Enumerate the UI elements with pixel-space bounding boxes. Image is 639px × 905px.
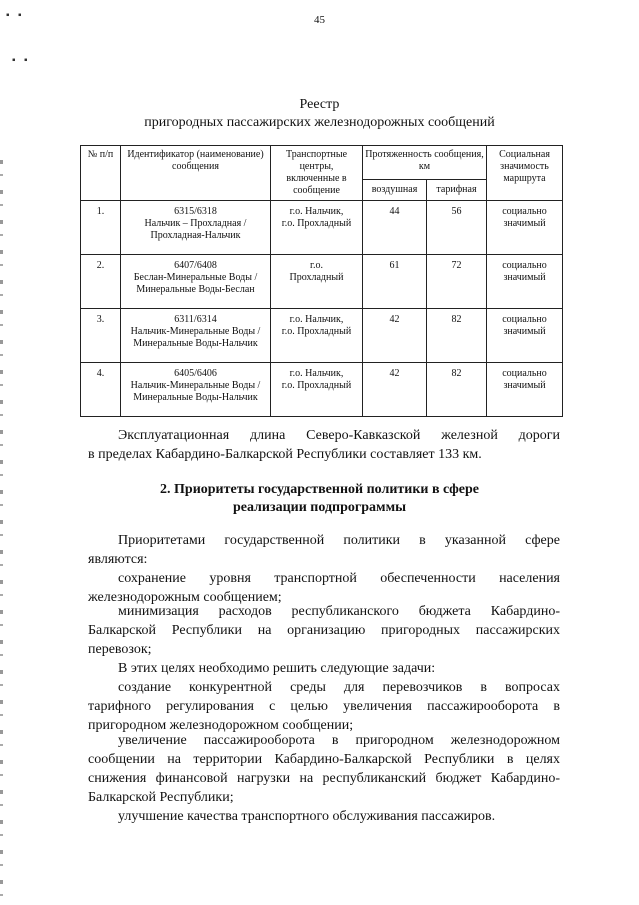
center-line: г.о. Прохладный — [281, 218, 352, 229]
social-line: значимый — [503, 380, 546, 391]
row-num: 1. — [81, 201, 121, 255]
social-line: социально — [502, 368, 547, 379]
table-row — [81, 255, 563, 309]
center-line: г.о. — [310, 260, 323, 271]
text-line: минимизация расходов республиканского бюджета Кабардино- — [118, 604, 560, 619]
row-identifier — [121, 309, 271, 363]
center-line: Прохладный — [289, 272, 344, 283]
paragraph-tasks-intro — [88, 659, 560, 678]
registry-title: Реестр — [299, 97, 340, 112]
route-code: 6315/6318 — [174, 206, 217, 217]
route-code: 6407/6408 — [174, 260, 217, 271]
header-transport-centers: Транспортные центры, включенные в сообщение — [271, 146, 363, 201]
text-line: пригородном железнодорожном сообщении; — [88, 718, 354, 733]
row-social — [487, 363, 563, 417]
social-line: социально — [502, 206, 547, 217]
row-length-air: 42 — [363, 363, 427, 417]
row-length-tariff: 82 — [427, 309, 487, 363]
text-line: сохранение уровня транспортной обеспеченности населения — [118, 571, 560, 586]
text-line: создание конкурентной среды для перевозчиков в вопросах — [118, 680, 560, 695]
paragraph-minimize-costs — [88, 602, 560, 659]
route-name-return: Минеральные Воды-Нальчик — [133, 338, 258, 349]
center-line: г.о. Прохладный — [281, 326, 352, 337]
header-length-tariff: тарифная — [427, 179, 487, 200]
row-centers — [271, 363, 363, 417]
paragraph-railway-length — [88, 426, 560, 464]
row-social — [487, 309, 563, 363]
table-row — [81, 363, 563, 417]
row-social — [487, 255, 563, 309]
paragraph-priorities — [88, 531, 560, 569]
row-centers — [271, 255, 363, 309]
center-line: г.о. Нальчик, — [289, 206, 344, 217]
text-line: Эксплуатационная длина Северо-Кавказской железной дороги — [118, 428, 560, 443]
social-line: значимый — [503, 326, 546, 337]
text-line: Приоритетами государственной политики в указанной сфере — [118, 533, 560, 548]
scan-mark-top: ▪ ▪ — [6, 10, 25, 21]
row-length-tariff: 82 — [427, 363, 487, 417]
row-social — [487, 201, 563, 255]
row-centers — [271, 309, 363, 363]
section-heading: 2. Приоритеты государственной политики в сфере — [160, 482, 479, 497]
social-line: значимый — [503, 272, 546, 283]
page-number: 45 — [314, 14, 325, 26]
header-num: № п/п — [81, 146, 121, 201]
row-num: 3. — [81, 309, 121, 363]
paragraph-competitive-environment — [88, 678, 560, 735]
route-name-return: Прохладная-Нальчик — [150, 230, 241, 241]
table-row — [81, 309, 563, 363]
text-line: тарифного регулирования с целью увеличения пассажирооборота в — [88, 699, 560, 714]
header-length: Протяженность сообщения, км — [363, 146, 487, 180]
row-identifier — [121, 201, 271, 255]
row-length-air: 42 — [363, 309, 427, 363]
text-line: В этих целях необходимо решить следующие задачи: — [118, 661, 436, 676]
text-line: Балкарской Республики на организацию пригородных пассажирских — [88, 623, 560, 638]
text-line: увеличение пассажирооборота в пригородном железнодорожном — [118, 733, 560, 748]
text-line: в пределах Кабардино-Балкарской Республики составляет 133 км. — [88, 447, 482, 462]
route-name-return: Минеральные Воды-Нальчик — [133, 392, 258, 403]
paragraph-increase-turnover — [88, 731, 560, 807]
header-identifier: Идентификатор (наименование) сообщения — [121, 146, 271, 201]
text-line: железнодорожным сообщением; — [88, 590, 282, 605]
route-name-forward: Нальчик-Минеральные Воды / — [130, 380, 261, 391]
paragraph-service-quality — [88, 807, 560, 826]
row-centers — [271, 201, 363, 255]
center-line: г.о. Прохладный — [281, 380, 352, 391]
row-length-tariff: 56 — [427, 201, 487, 255]
registry-table — [80, 145, 563, 417]
row-identifier — [121, 363, 271, 417]
header-length-air: воздушная — [363, 179, 427, 200]
text-line: перевозок; — [88, 642, 152, 657]
row-length-air: 44 — [363, 201, 427, 255]
header-social-significance: Социальная значимость маршрута — [487, 146, 563, 201]
row-length-air: 61 — [363, 255, 427, 309]
text-line: Балкарской Республики; — [88, 790, 234, 805]
route-name-forward: Беслан-Минеральные Воды / — [133, 272, 258, 283]
center-line: г.о. Нальчик, — [289, 368, 344, 379]
section-heading: реализации подпрограммы — [232, 500, 407, 515]
route-code: 6311/6314 — [174, 314, 217, 325]
route-name-return: Минеральные Воды-Беслан — [136, 284, 255, 295]
social-line: социально — [502, 314, 547, 325]
route-name-forward: Нальчик-Минеральные Воды / — [130, 326, 261, 337]
scan-mark-mid: ▪ ▪ — [12, 55, 31, 66]
center-line: г.о. Нальчик, — [289, 314, 344, 325]
row-identifier — [121, 255, 271, 309]
scan-edge-artifact — [0, 160, 3, 900]
registry-subtitle: пригородных пассажирских железнодорожных сообщений — [144, 115, 495, 130]
text-line: улучшение качества транспортного обслуживания пассажиров. — [118, 809, 496, 824]
text-line: являются: — [88, 552, 148, 567]
social-line: значимый — [503, 218, 546, 229]
text-line: сообщении на территории Кабардино-Балкарской Республики в целях — [88, 752, 560, 767]
row-num: 2. — [81, 255, 121, 309]
table-row — [81, 201, 563, 255]
row-num: 4. — [81, 363, 121, 417]
text-line: снижения финансовой нагрузки на республиканский бюджет Кабардино- — [88, 771, 560, 786]
route-code: 6405/6406 — [174, 368, 217, 379]
row-length-tariff: 72 — [427, 255, 487, 309]
route-name-forward: Нальчик – Прохладная / — [144, 218, 247, 229]
table-header-row — [81, 146, 563, 180]
social-line: социально — [502, 260, 547, 271]
